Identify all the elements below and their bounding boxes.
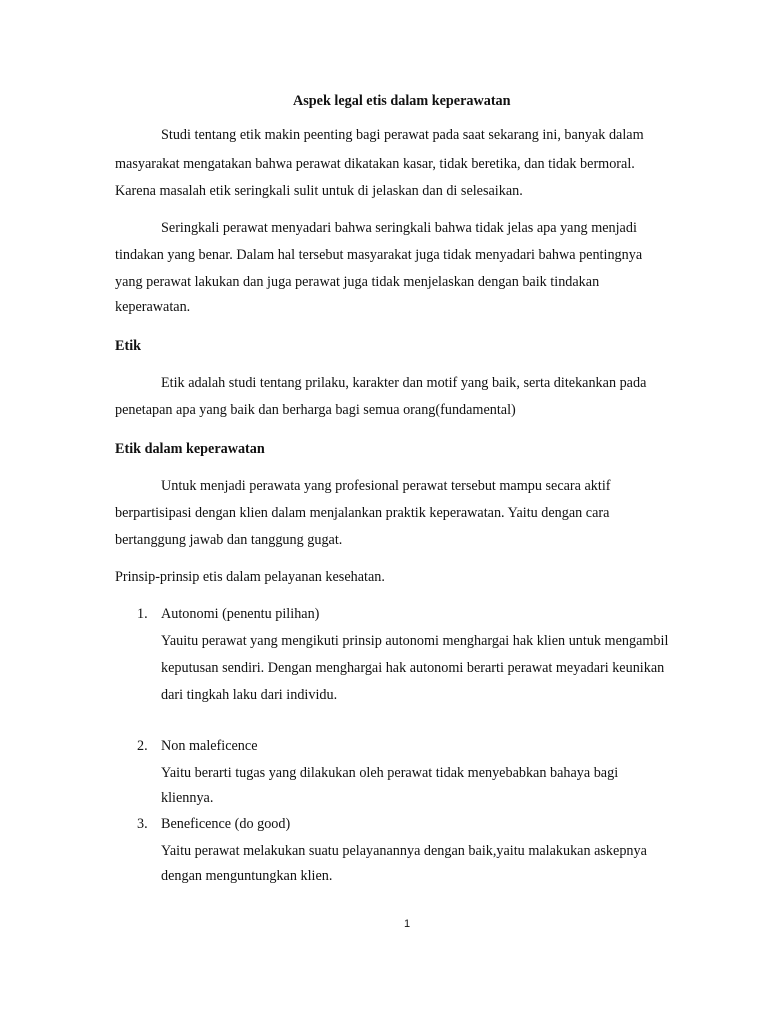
list-item-number: 2.	[137, 738, 148, 754]
section-heading-etik-keperawatan: Etik dalam keperawatan	[115, 441, 265, 457]
paragraph-line: Seringkali perawat menyadari bahwa seringkali bahwa tidak jelas apa yang menjadi	[161, 220, 637, 236]
paragraph-line: tindakan yang benar. Dalam hal tersebut masyarakat juga tidak menyadari bahwa pentingnya	[115, 247, 643, 263]
paragraph-line: Karena masalah etik seringkali sulit untuk di jelaskan dan di selesaikan.	[115, 183, 523, 199]
paragraph-line: Untuk menjadi perawata yang profesional perawat tersebut mampu secara aktif	[161, 478, 611, 494]
list-item-title: Autonomi (penentu pilihan)	[161, 606, 320, 622]
paragraph-line: yang perawat lakukan dan juga perawat juga tidak menjelaskan dengan baik tindakan	[115, 274, 600, 290]
paragraph-line: bertanggung jawab dan tanggung gugat.	[115, 532, 343, 548]
paragraph-line: Etik adalah studi tentang prilaku, karakter dan motif yang baik, serta ditekankan pada	[161, 375, 647, 391]
list-item-title: Non maleficence	[161, 738, 258, 754]
list-item-line: Yaitu berarti tugas yang dilakukan oleh perawat tidak menyebabkan bahaya bagi	[161, 765, 619, 781]
paragraph-line: keperawatan.	[115, 299, 191, 315]
list-item-line: Yauitu perawat yang mengikuti prinsip autonomi menghargai hak klien untuk mengambil	[161, 633, 669, 649]
paragraph-line: masyarakat mengatakan bahwa perawat dikatakan kasar, tidak beretika, dan tidak bermoral.	[115, 156, 635, 172]
principles-intro: Prinsip-prinsip etis dalam pelayanan kesehatan.	[115, 569, 385, 585]
list-item-title: Beneficence (do good)	[161, 816, 291, 832]
document-title: Aspek legal etis dalam keperawatan	[293, 93, 511, 109]
page-number: 1	[404, 918, 411, 930]
list-item-line: kliennya.	[161, 790, 214, 806]
section-heading-etik: Etik	[115, 338, 142, 354]
paragraph-line: Studi tentang etik makin peenting bagi perawat pada saat sekarang ini, banyak dalam	[161, 127, 644, 143]
list-item-number: 3.	[137, 816, 148, 832]
paragraph-line: penetapan apa yang baik dan berharga bagi semua orang(fundamental)	[115, 402, 516, 418]
list-item-line: dari tingkah laku dari individu.	[161, 687, 338, 703]
list-item-line: Yaitu perawat melakukan suatu pelayanannya dengan baik,yaitu malakukan askepnya	[161, 843, 647, 859]
list-item-line: dengan menguntungkan klien.	[161, 868, 333, 884]
list-item-number: 1.	[137, 606, 148, 622]
paragraph-line: berpartisipasi dengan klien dalam menjalankan praktik keperawatan. Yaitu dengan cara	[115, 505, 610, 521]
list-item-line: keputusan sendiri. Dengan menghargai hak autonomi berarti perawat meyadari keunikan	[161, 660, 665, 676]
